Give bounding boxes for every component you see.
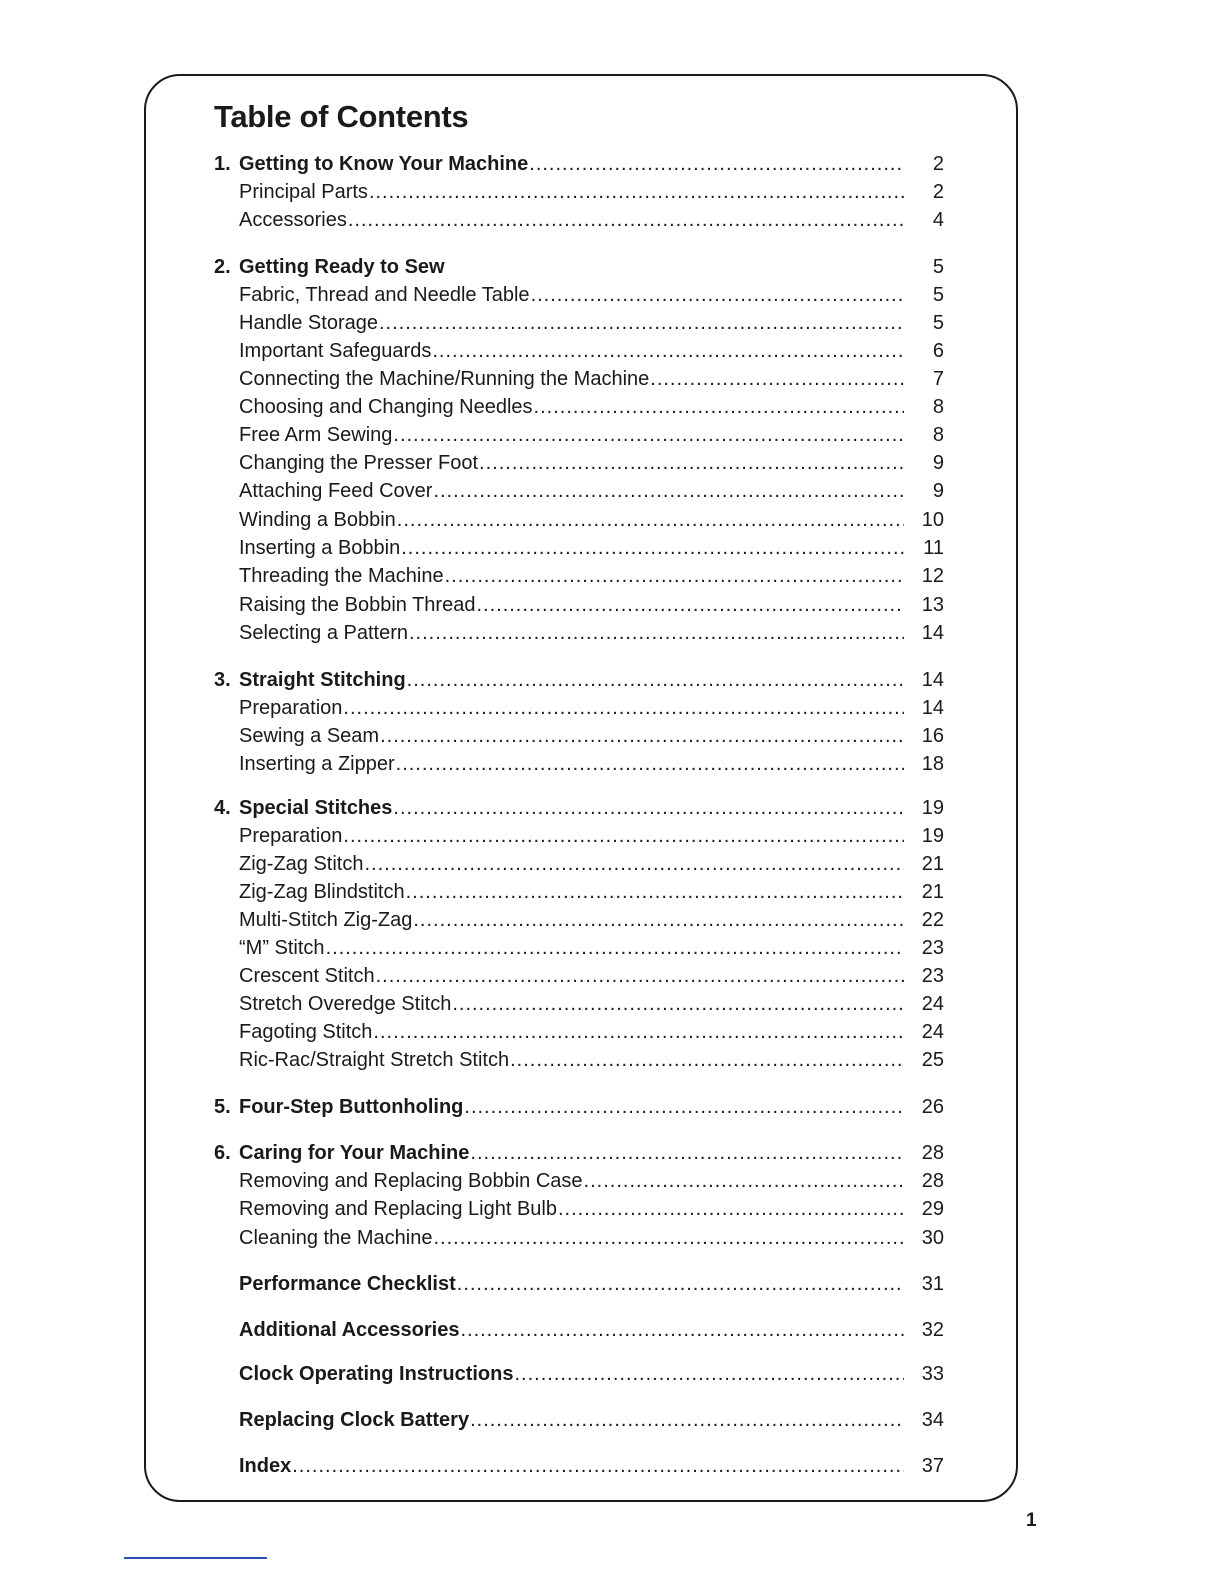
extra-page: 31 [921,1273,944,1295]
section-title: Four-Step Buttonholing [239,1096,464,1118]
dot-leader [558,1195,904,1223]
item-page: 9 [932,452,944,474]
toc-section-3 [214,666,944,694]
item-label: Handle Storage [239,312,378,334]
toc-item [214,1195,944,1223]
item-page: 29 [921,1198,944,1220]
item-label: Connecting the Machine/Running the Machine [239,368,650,390]
dot-leader [584,1167,904,1195]
section-page: 19 [921,797,944,819]
section-title: Caring for Your Machine [239,1142,470,1164]
toc-section-2 [214,253,944,281]
dot-leader [650,365,904,393]
extra-title: Performance Checklist [239,1273,456,1295]
toc-item [214,477,944,505]
item-page: 21 [921,881,944,903]
page-number: 1 [1026,1510,1037,1531]
item-page: 8 [932,396,944,418]
dot-leader [376,962,904,990]
item-label: Zig-Zag Blindstitch [239,881,405,903]
item-page: 30 [921,1227,944,1249]
dot-leader [470,1406,904,1434]
item-label: Inserting a Bobbin [239,537,401,559]
dot-leader [343,694,904,722]
dot-leader [379,309,904,337]
extra-title: Additional Accessories [239,1319,460,1341]
toc-item [214,1018,944,1046]
item-page: 9 [932,480,944,502]
item-page: 14 [921,622,944,644]
dot-leader [460,1316,904,1344]
extra-page: 32 [921,1319,944,1341]
section-title: Straight Stitching [239,669,406,691]
item-page: 24 [921,1021,944,1043]
toc-item [214,722,944,750]
toc-item [214,449,944,477]
dot-leader [373,1018,904,1046]
dot-leader [452,990,904,1018]
item-label: Choosing and Changing Needles [239,396,533,418]
extra-title: Clock Operating Instructions [239,1363,514,1385]
toc-item [214,393,944,421]
item-label: Crescent Stitch [239,965,375,987]
item-label: Removing and Replacing Bobbin Case [239,1170,583,1192]
item-page: 25 [921,1049,944,1071]
item-page: 14 [921,697,944,719]
dot-leader [397,506,904,534]
toc-extra-performance-checklist [214,1270,944,1298]
item-label: Removing and Replacing Light Bulb [239,1198,557,1220]
toc-item [214,591,944,619]
extra-page: 33 [921,1363,944,1385]
toc-item [214,421,944,449]
item-page: 16 [921,725,944,747]
dot-leader [409,619,904,647]
extra-title: Replacing Clock Battery [239,1409,470,1431]
item-page: 13 [921,594,944,616]
item-page: 5 [932,284,944,306]
item-label: Preparation [239,697,343,719]
dot-leader [326,934,904,962]
toc-item [214,562,944,590]
dot-leader [348,206,904,234]
item-label: Selecting a Pattern [239,622,408,644]
toc-section-6 [214,1139,944,1167]
item-label: Stretch Overedge Stitch [239,993,452,1015]
extra-page: 34 [921,1409,944,1431]
toc-section-4 [214,794,944,822]
toc-item [214,1224,944,1252]
toc-extra-additional-accessories [214,1316,944,1344]
dot-leader [432,337,904,365]
section-page: 14 [921,669,944,691]
dot-leader [514,1360,904,1388]
section-page: 26 [921,1096,944,1118]
item-page: 23 [921,937,944,959]
dot-leader [470,1139,904,1167]
item-label: Free Arm Sewing [239,424,393,446]
section-page: 28 [921,1142,944,1164]
item-page: 8 [932,424,944,446]
section-title: Getting Ready to Sew [239,256,445,278]
item-label: Threading the Machine [239,565,444,587]
dot-leader [433,477,904,505]
toc-section-5 [214,1093,944,1121]
item-page: 12 [921,565,944,587]
toc-item [214,990,944,1018]
dot-leader [407,666,904,694]
item-page: 11 [923,537,944,559]
item-page: 28 [921,1170,944,1192]
toc-item [214,281,944,309]
dot-leader [476,591,904,619]
toc-item [214,206,944,234]
scan-edge-mark [124,1557,267,1559]
dot-leader [292,1452,904,1480]
item-page: 21 [921,853,944,875]
toc-item [214,962,944,990]
item-label: Fabric, Thread and Needle Table [239,284,530,306]
section-title: Special Stitches [239,797,393,819]
item-label: Preparation [239,825,343,847]
toc-item [214,506,944,534]
toc-item [214,906,944,934]
toc-extra-replacing-clock-battery [214,1406,944,1434]
section-number: 6. [214,1142,231,1164]
toc-item [214,337,944,365]
dot-leader [343,822,904,850]
dot-leader [531,281,904,309]
item-label: Fagoting Stitch [239,1021,373,1043]
section-page: 2 [932,153,944,175]
item-label: Important Safeguards [239,340,432,362]
item-label: “M” Stitch [239,937,325,959]
item-label: Accessories [239,209,347,231]
section-number: 5. [214,1096,231,1118]
page-title: Table of Contents [214,99,469,134]
item-page: 4 [932,209,944,231]
item-label: Raising the Bobbin Thread [239,594,476,616]
dot-leader [406,878,904,906]
dot-leader [433,1224,904,1252]
toc-item [214,850,944,878]
item-label: Winding a Bobbin [239,509,396,531]
dot-leader [445,562,904,590]
toc-extra-clock-operating-instructions [214,1360,944,1388]
dot-leader [510,1046,904,1074]
item-label: Zig-Zag Stitch [239,853,364,875]
toc-section-1 [214,150,944,178]
item-page: 7 [932,368,944,390]
item-label: Ric-Rac/Straight Stretch Stitch [239,1049,510,1071]
section-title: Getting to Know Your Machine [239,153,529,175]
section-page: 5 [932,256,944,278]
item-label: Sewing a Seam [239,725,380,747]
section-number: 4. [214,797,231,819]
item-page: 23 [921,965,944,987]
extra-title: Index [239,1455,292,1477]
toc-item [214,878,944,906]
toc-item [214,822,944,850]
toc-item [214,534,944,562]
toc-item [214,750,944,778]
toc-extra-index [214,1452,944,1480]
dot-leader [413,906,904,934]
dot-leader [393,421,904,449]
item-label: Inserting a Zipper [239,753,395,775]
dot-leader [380,722,904,750]
dot-leader [479,449,904,477]
toc-item [214,365,944,393]
item-page: 5 [932,312,944,334]
extra-page: 37 [921,1455,944,1477]
dot-leader [393,794,904,822]
dot-leader [534,393,904,421]
toc-item [214,619,944,647]
item-label: Attaching Feed Cover [239,480,433,502]
dot-leader [529,150,904,178]
item-page: 2 [932,181,944,203]
toc-item [214,934,944,962]
item-label: Cleaning the Machine [239,1227,433,1249]
item-page: 18 [921,753,944,775]
toc-item [214,309,944,337]
item-page: 10 [921,509,944,531]
item-page: 19 [921,825,944,847]
item-label: Changing the Presser Foot [239,452,479,474]
toc-item [214,694,944,722]
item-page: 22 [921,909,944,931]
item-label: Principal Parts [239,181,368,203]
dot-leader [464,1093,904,1121]
dot-leader [401,534,904,562]
dot-leader [364,850,904,878]
dot-leader [369,178,904,206]
toc-item [214,1046,944,1074]
dot-leader [396,750,904,778]
item-page: 6 [932,340,944,362]
toc-item [214,1167,944,1195]
section-number: 1. [214,153,231,175]
dot-leader [457,1270,904,1298]
section-number: 3. [214,669,231,691]
toc-item [214,178,944,206]
section-number: 2. [214,256,231,278]
item-page: 24 [921,993,944,1015]
item-label: Multi-Stitch Zig-Zag [239,909,413,931]
